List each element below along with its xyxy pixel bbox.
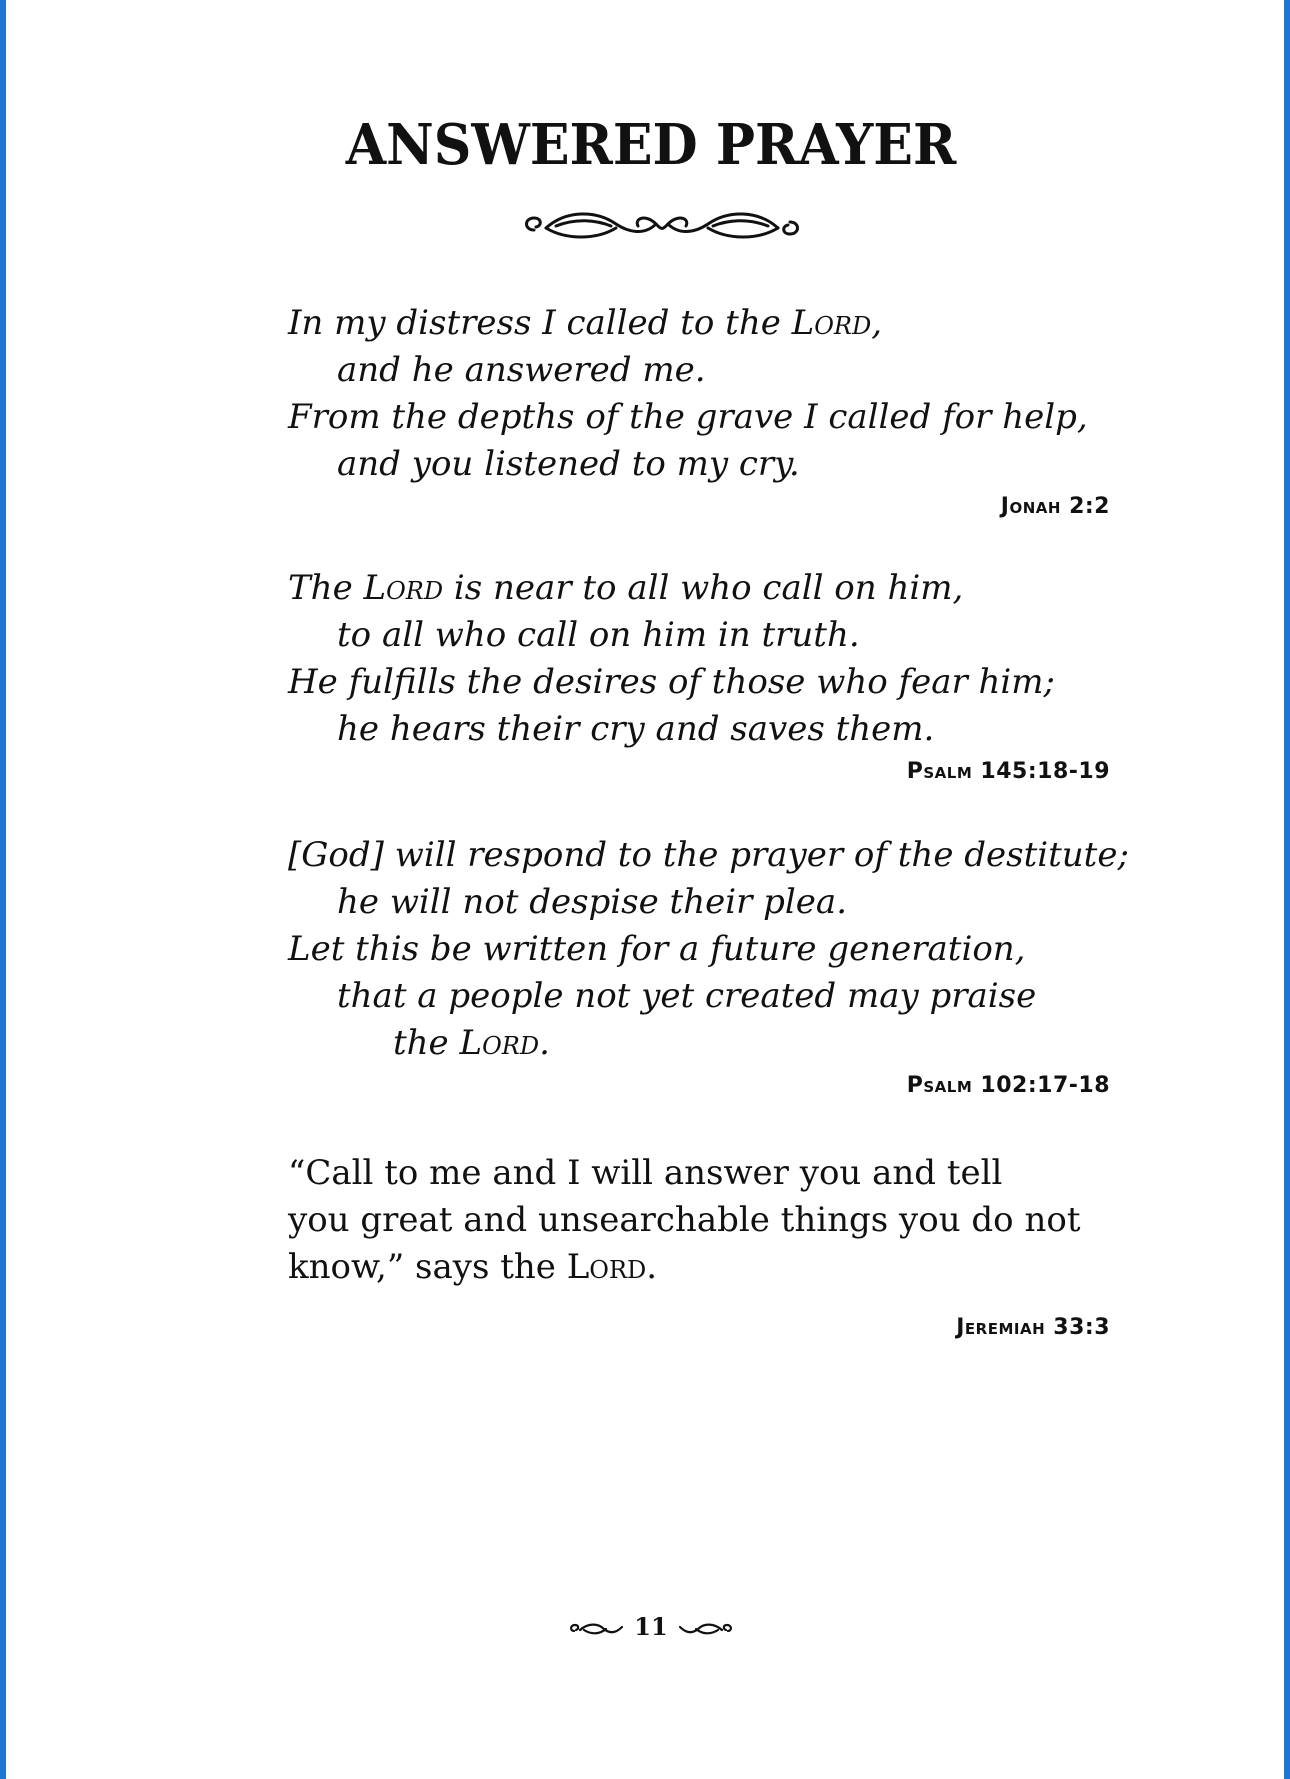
passage-jeremiah	[288, 1150, 1110, 1340]
left-flourish-icon	[568, 1619, 626, 1639]
verse-line: and you listened to my cry.	[337, 444, 800, 484]
scripture-reference: Psalm 145:18-19	[906, 759, 1110, 784]
verse-line: that a people not yet created may praise	[337, 976, 1037, 1016]
scripture-reference: Psalm 102:17-18	[906, 1073, 1110, 1098]
page-number-text: 11	[634, 1612, 668, 1641]
verse-line: you great and unsearchable things you do not	[288, 1200, 1081, 1240]
passage-jonah	[288, 300, 1110, 519]
right-flourish-icon	[676, 1619, 734, 1639]
scripture-reference: Jeremiah 33:3	[956, 1315, 1110, 1340]
verse-line: He fulfills the desires of those who fear him;	[288, 662, 1055, 702]
scripture-reference: Jonah 2:2	[1000, 494, 1110, 519]
verse-line: he hears their cry and saves them.	[337, 709, 935, 749]
verse-line: “Call to me and I will answer you and tell	[288, 1153, 1003, 1193]
verse-line: he will not despise their plea.	[337, 882, 847, 922]
verse-line: Let this be written for a future generation,	[288, 929, 1026, 969]
verse-line: and he answered me.	[337, 350, 706, 390]
verse-line: From the depths of the grave I called for help,	[288, 397, 1088, 437]
flourish-ornament	[516, 200, 808, 252]
verse-line: the Lord.	[393, 1023, 550, 1063]
page-number	[6, 1612, 1290, 1641]
verse-line: The Lord is near to all who call on him,	[288, 568, 964, 608]
verse-line: [God] will respond to the prayer of the destitute;	[288, 835, 1129, 875]
verse-line: to all who call on him in truth.	[337, 615, 860, 655]
verse-line: know,” says the Lord.	[288, 1247, 658, 1287]
passage-psalm-145	[288, 565, 1110, 784]
page-title: ANSWERED PRAYER	[345, 112, 957, 178]
passage-psalm-102	[288, 832, 1129, 1098]
verse-line: In my distress I called to the Lord,	[288, 303, 883, 343]
